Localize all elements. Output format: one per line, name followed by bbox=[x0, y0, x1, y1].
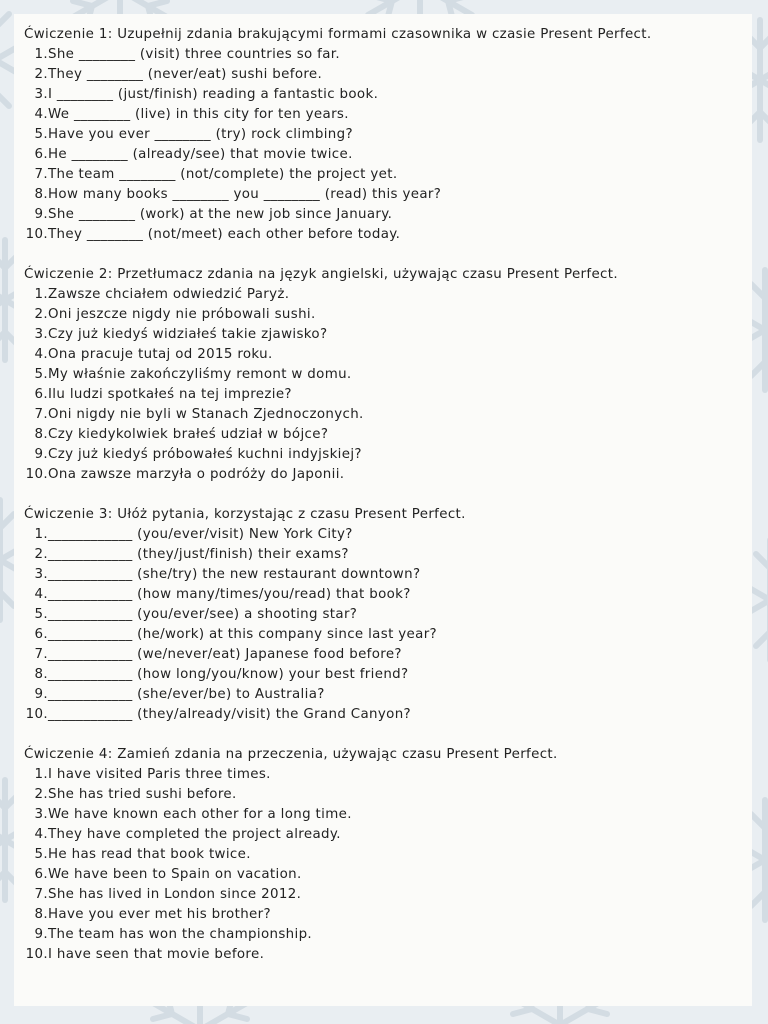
list-item: 10. Ona zawsze marzyła o podróży do Japonii. bbox=[25, 467, 345, 482]
exercise-4 bbox=[24, 745, 744, 965]
list-item: 1. She ________ (visit) three countries so far. bbox=[34, 47, 341, 62]
list-item: 7. Oni nigdy nie byli w Stanach Zjednoczonych. bbox=[34, 407, 364, 422]
list-item: 3. I ________ (just/finish) reading a fantastic book. bbox=[34, 87, 379, 102]
list-item: 10. They ________ (not/meet) each other before today. bbox=[25, 227, 401, 242]
list-item: 7. ____________ (we/never/eat) Japanese food before? bbox=[34, 647, 402, 662]
list-item: 5. He has read that book twice. bbox=[34, 847, 251, 862]
list-item: 9. ____________ (she/ever/be) to Australia? bbox=[34, 687, 325, 702]
list-item: 8. How many books ________ you ________ (read) this year? bbox=[34, 187, 442, 202]
exercise-title: Ćwiczenie 2: Przetłumacz zdania na język angielski, używając czasu Present Perfect. bbox=[24, 267, 618, 282]
list-item: 4. We ________ (live) in this city for ten years. bbox=[34, 107, 349, 122]
list-item: 2. They ________ (never/eat) sushi before. bbox=[34, 67, 323, 82]
exercise-3 bbox=[24, 505, 744, 725]
list-item: 9. Czy już kiedyś próbowałeś kuchni indyjskiej? bbox=[34, 447, 362, 462]
list-item: 3. Czy już kiedyś widziałeś takie zjawisko? bbox=[34, 327, 328, 342]
list-item: 5. My właśnie zakończyliśmy remont w domu. bbox=[34, 367, 352, 382]
list-item: 10. I have seen that movie before. bbox=[25, 947, 265, 962]
list-item: 8. ____________ (how long/you/know) your best friend? bbox=[34, 667, 409, 682]
list-item: 5. ____________ (you/ever/see) a shooting star? bbox=[34, 607, 358, 622]
exercise-2 bbox=[24, 265, 744, 485]
exercise-title: Ćwiczenie 3: Ułóż pytania, korzystając z czasu Present Perfect. bbox=[24, 507, 466, 522]
list-item: 6. Ilu ludzi spotkałeś na tej imprezie? bbox=[34, 387, 292, 402]
list-item: 1. I have visited Paris three times. bbox=[34, 767, 271, 782]
list-item: 3. ____________ (she/try) the new restaurant downtown? bbox=[34, 567, 421, 582]
list-item: 2. She has tried sushi before. bbox=[34, 787, 237, 802]
list-item: 8. Have you ever met his brother? bbox=[34, 907, 271, 922]
list-item: 10. ____________ (they/already/visit) the Grand Canyon? bbox=[25, 707, 411, 722]
list-item: 7. She has lived in London since 2012. bbox=[34, 887, 302, 902]
exercise-title: Ćwiczenie 4: Zamień zdania na przeczenia, używając czasu Present Perfect. bbox=[24, 747, 558, 762]
list-item: 9. The team has won the championship. bbox=[34, 927, 313, 942]
list-item: 7. The team ________ (not/complete) the project yet. bbox=[34, 167, 398, 182]
list-item: 6. We have been to Spain on vacation. bbox=[34, 867, 302, 882]
worksheet-content bbox=[24, 25, 744, 985]
list-item: 9. She ________ (work) at the new job since January. bbox=[34, 207, 393, 222]
list-item: 2. ____________ (they/just/finish) their exams? bbox=[34, 547, 349, 562]
list-item: 3. We have known each other for a long time. bbox=[34, 807, 352, 822]
exercise-1 bbox=[24, 25, 744, 245]
list-item: 1. Zawsze chciałem odwiedzić Paryż. bbox=[34, 287, 290, 302]
list-item: 6. He ________ (already/see) that movie twice. bbox=[34, 147, 353, 162]
list-item: 1. ____________ (you/ever/visit) New York City? bbox=[34, 527, 353, 542]
list-item: 8. Czy kiedykolwiek brałeś udział w bójce? bbox=[34, 427, 329, 442]
list-item: 6. ____________ (he/work) at this company since last year? bbox=[34, 627, 438, 642]
list-item: 4. They have completed the project already. bbox=[34, 827, 341, 842]
list-item: 2. Oni jeszcze nigdy nie próbowali sushi. bbox=[34, 307, 316, 322]
list-item: 4. Ona pracuje tutaj od 2015 roku. bbox=[34, 347, 273, 362]
exercise-title: Ćwiczenie 1: Uzupełnij zdania brakującymi formami czasownika w czasie Present Perfect. bbox=[24, 27, 652, 42]
list-item: 5. Have you ever ________ (try) rock climbing? bbox=[34, 127, 353, 142]
list-item: 4. ____________ (how many/times/you/read) that book? bbox=[34, 587, 411, 602]
